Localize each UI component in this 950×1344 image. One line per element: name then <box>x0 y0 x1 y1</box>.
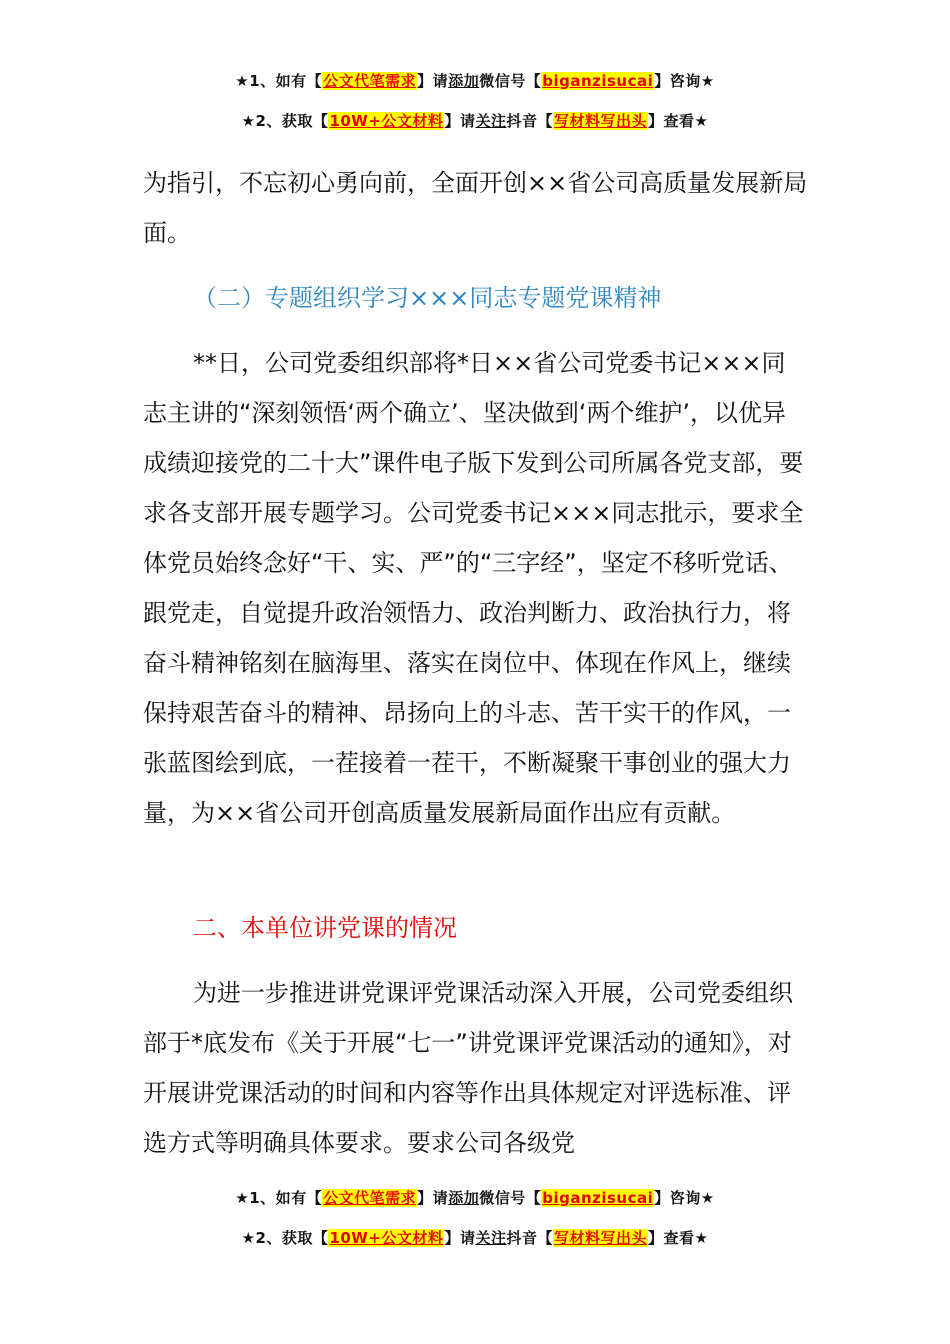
banner-highlight: 写材料写出头 <box>553 112 647 130</box>
top-banner-line-2 <box>0 110 950 132</box>
banner-highlight: 公文代笔需求 <box>323 1189 417 1207</box>
banner-highlight: biganzisucai <box>542 1189 654 1207</box>
banner-highlight: 写材料写出头 <box>553 1229 647 1247</box>
banner-text: 抖音【 <box>506 112 553 130</box>
banner-text: ★1、如有【 <box>235 72 323 90</box>
banner-text: 】请 <box>417 1189 449 1207</box>
banner-highlight: 公文代笔需求 <box>323 72 417 90</box>
section-heading: 二、本单位讲党课的情况 <box>193 914 457 942</box>
banner-text: 微信号【 <box>479 72 542 90</box>
banner-emphasis: 关注 <box>475 1229 507 1247</box>
banner-text: 微信号【 <box>479 1189 542 1207</box>
banner-highlight: 10W+公文材料 <box>329 1229 444 1247</box>
banner-text: 】咨询★ <box>654 1189 715 1207</box>
banner-highlight: 10W+公文材料 <box>329 112 444 130</box>
banner-text: 】查看★ <box>648 112 709 130</box>
paragraph-study: **日，公司党委组织部将*日××省公司党委书记×××同志主讲的“深刻领悟‘两个确立’、坚决做到‘两个维护’，以优异成绩迎接党的二十大”课件电子版下发到公司所属各党支部，要求各支部开展专题学习。公司党委书记×××同志批示，要求全体党员始终念好“干、实、严”的“三字经”，坚定不移听党话、跟党走，自觉提升政治领悟力、政治判断力、政治执行力，将奋斗精神铭刻在脑海里、落实在岗位中、体现在作风上，继续保持艰苦奋斗的精神、昂扬向上的斗志、苦干实干的作风，一张蓝图绘到底，一茬接着一茬干，不断凝聚干事创业的强大力量，为××省公司开创高质量发展新局面作出应有贡献。 <box>143 349 804 827</box>
paragraph-continued: 为指引，不忘初心勇向前，全面开创××省公司高质量发展新局面。 <box>143 169 808 247</box>
banner-text: 】查看★ <box>648 1229 709 1247</box>
banner-emphasis: 添加 <box>448 1189 480 1207</box>
banner-text: ★1、如有【 <box>235 1189 323 1207</box>
banner-highlight: biganzisucai <box>542 72 654 90</box>
paragraph-activity: 为进一步推进讲党课评党课活动深入开展，公司党委组织部于*底发布《关于开展“七一”讲党课评党课活动的通知》，对开展讲党课活动的时间和内容等作出具体规定对评选标准、评选方式等明确具体要求。要求公司各级党 <box>143 979 793 1157</box>
banner-text: 】咨询★ <box>654 72 715 90</box>
bottom-banner-line-2 <box>0 1227 950 1249</box>
banner-emphasis: 添加 <box>448 72 480 90</box>
subheading: （二）专题组织学习×××同志专题党课精神 <box>193 284 662 312</box>
banner-text: ★2、获取【 <box>241 1229 329 1247</box>
banner-text: 】请 <box>444 1229 476 1247</box>
banner-text: 抖音【 <box>506 1229 553 1247</box>
banner-text: 】请 <box>444 112 476 130</box>
banner-text: ★2、获取【 <box>241 112 329 130</box>
banner-text: 】请 <box>417 72 449 90</box>
bottom-banner-line-1 <box>0 1187 950 1209</box>
top-banner-line-1 <box>0 70 950 92</box>
banner-emphasis: 关注 <box>475 112 507 130</box>
